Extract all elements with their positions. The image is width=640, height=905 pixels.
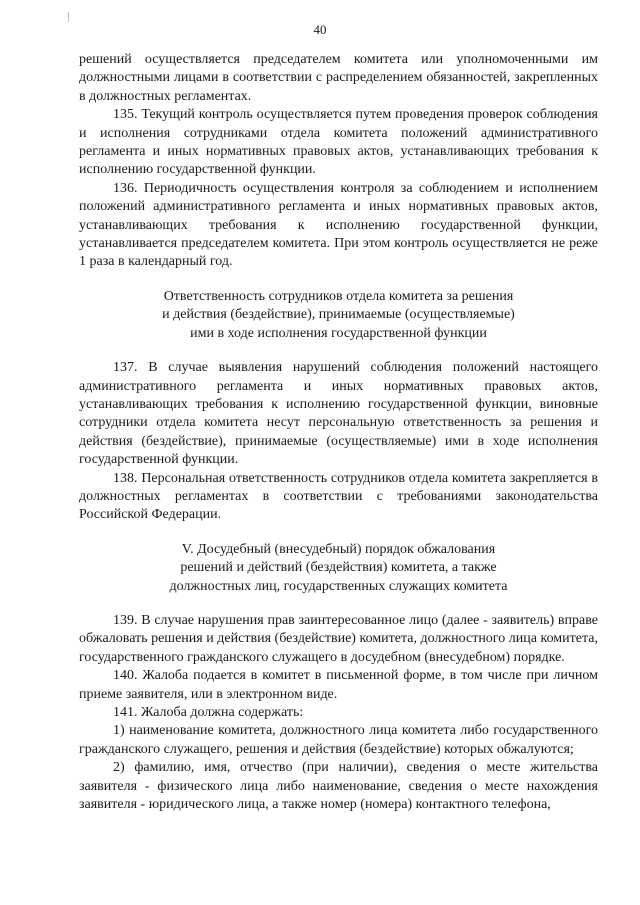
heading-line: и действия (бездействие), принимаемые (осуществляемые) [162,307,515,323]
paragraph-135: 135. Текущий контроль осуществляется путем проведения проверок соблюдения и исполнения сотрудниками отдела комитета положений административного регламента и иных нормативных правовых актов, устанавливающих требования к исполнению государственной функции. [79,107,598,178]
paragraph-140: 140. Жалоба подается в комитет в письменной форме, в том числе при личном приеме заявителя, или в электронном виде. [79,668,598,702]
paragraph-intro: решений осуществляется председателем комитета или уполномоченными им должностными лицами в соответствии с распределением обязанностей, закрепленных в должностных регламентах. [79,52,598,104]
paragraph-141: 141. Жалоба должна содержать: [113,705,304,720]
page-number: 40 [313,22,327,37]
page-body [79,51,598,814]
heading-line: ими в ходе исполнения государственной функции [190,325,487,341]
section-heading-responsibility [79,288,598,343]
paragraph-137: 137. В случае выявления нарушений соблюдения положений настоящего административного регламента и иных нормативных правовых актов, устанавливающих требования к исполнению государственной функции, виновные сотрудники отдела комитета несут персональную ответственность за решения и действия (бездействие), принимаемые (осуществляемые) ими в ходе исполнения государственной функции. [79,360,598,468]
section-heading-appeal [79,541,598,596]
paragraph-139: 139. В случае нарушения прав заинтересованное лицо (далее - заявитель) вправе обжаловать решения и действия (бездействие) комитета, должностного лица комитета, государственного гражданского служащего в досудебном (внесудебном) порядке. [79,612,598,665]
scan-mark [68,12,69,22]
paragraph-138: 138. Персональная ответственность сотрудников отдела комитета закрепляется в должностных регламентах в соответствии с требованиями законодательства Российской Федерации. [79,470,598,523]
heading-line: Ответственность сотрудников отдела комитета за решения [163,288,514,304]
heading-line: должностных лиц, государственных служащих комитета [169,578,508,594]
heading-line: решений и действий (бездействия) комитета, а также [180,560,497,576]
paragraph-141-item-2: 2) фамилию, имя, отчество (при наличии), сведения о месте жительства заявителя - физического лица либо наименование, сведения о месте нахождения заявителя - юридического лица, а также номер (номера) контактного телефона, [79,760,598,813]
paragraph-141-item-1: 1) наименование комитета, должностного лица комитета либо государственного гражданского служащего, решения и действия (бездействие) которых обжалуются; [79,723,598,757]
heading-line: V. Досудебный (внесудебный) порядок обжалования [181,541,496,557]
paragraph-136: 136. Периодичность осуществления контроля за соблюдением и исполнением положений административного регламента и иных нормативных правовых актов, устанавливающих требования к исполнению государственной функции, устанавливается председателем комитета. При этом контроль осуществляется не реже 1 раза в календарный год. [79,180,598,270]
